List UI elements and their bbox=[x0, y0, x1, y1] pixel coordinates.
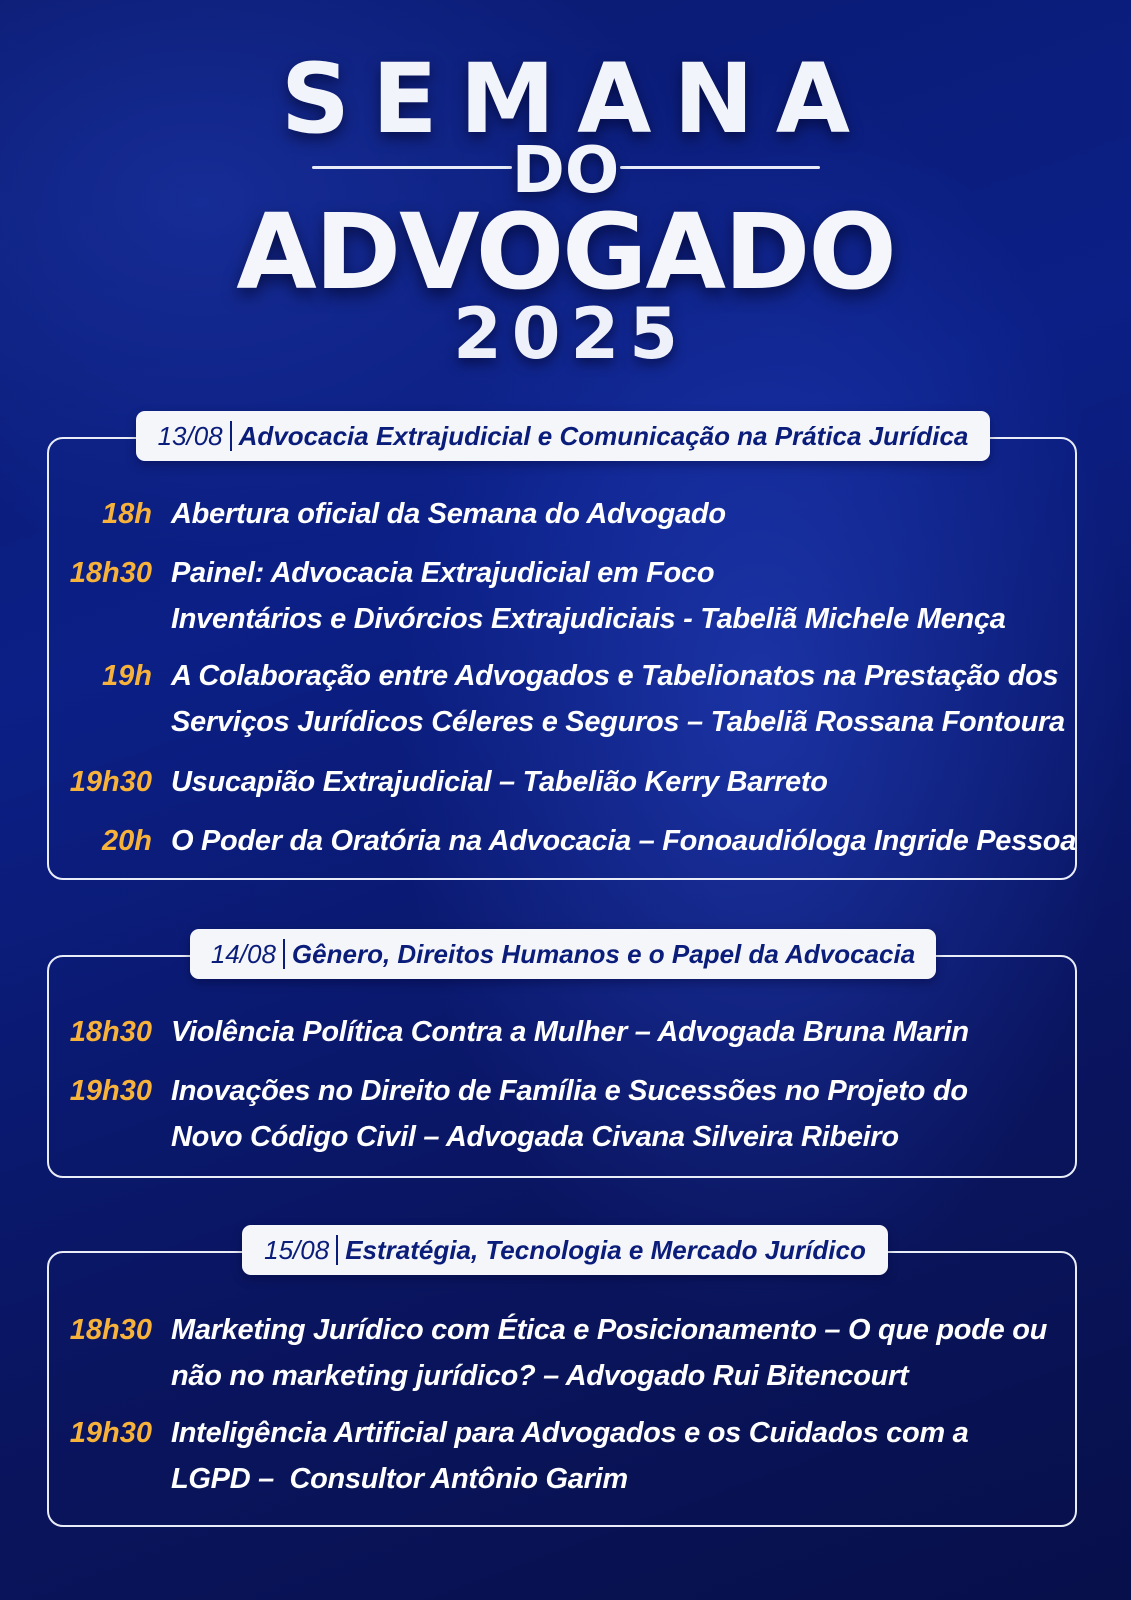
item-time: 19h30 bbox=[69, 1075, 152, 1107]
day-header-2 bbox=[190, 929, 936, 979]
day-header-3 bbox=[242, 1225, 888, 1275]
title-year: 2025 bbox=[453, 293, 688, 375]
item-title: O Poder da Oratória na Advocacia – Fonoaudióloga Ingride Pessoa bbox=[171, 825, 1077, 857]
title-semana: SEMANA bbox=[280, 43, 873, 155]
item-title: Marketing Jurídico com Ética e Posicionamento – O que pode ou bbox=[171, 1314, 1048, 1346]
day-section-1 bbox=[47, 437, 1077, 880]
day-date: 14/08 bbox=[210, 939, 276, 969]
item-time: 18h30 bbox=[69, 557, 152, 589]
item-time: 19h30 bbox=[69, 1417, 152, 1449]
day-section-2 bbox=[47, 955, 1077, 1178]
item-time: 19h30 bbox=[69, 766, 152, 798]
item-title: A Colaboração entre Advogados e Tabelionatos na Prestação dos bbox=[171, 660, 1059, 692]
item-title: Inovações no Direito de Família e Sucessões no Projeto do bbox=[171, 1075, 968, 1107]
item-title: Usucapião Extrajudicial – Tabelião Kerry Barreto bbox=[171, 766, 828, 798]
item-title-line2: não no marketing jurídico? – Advogado Rui Bitencourt bbox=[171, 1360, 909, 1392]
item-title: Violência Política Contra a Mulher – Advogada Bruna Marin bbox=[171, 1016, 969, 1048]
day-section-3 bbox=[47, 1251, 1077, 1527]
item-title-line2: Inventários e Divórcios Extrajudiciais - Tabeliã Michele Mença bbox=[171, 603, 1006, 635]
day-date: 15/08 bbox=[264, 1235, 330, 1265]
day-theme: Estratégia, Tecnologia e Mercado Jurídico bbox=[345, 1235, 866, 1265]
item-title: Inteligência Artificial para Advogados e os Cuidados com a bbox=[171, 1417, 969, 1449]
item-time: 20h bbox=[102, 825, 152, 857]
separator bbox=[283, 939, 285, 969]
title-do: DO bbox=[511, 134, 620, 208]
item-time: 18h30 bbox=[69, 1016, 152, 1048]
separator bbox=[336, 1235, 338, 1265]
day-header-1 bbox=[136, 411, 990, 461]
day-date: 13/08 bbox=[157, 421, 223, 451]
day-theme: Gênero, Direitos Humanos e o Papel da Advocacia bbox=[291, 939, 916, 969]
item-time: 18h30 bbox=[69, 1314, 152, 1346]
item-title-line2: Serviços Jurídicos Céleres e Seguros – Tabeliã Rossana Fontoura bbox=[171, 706, 1065, 738]
separator bbox=[230, 421, 232, 451]
event-title bbox=[0, 0, 1131, 380]
item-time: 18h bbox=[102, 498, 152, 530]
day-theme: Advocacia Extrajudicial e Comunicação na Prática Jurídica bbox=[238, 421, 969, 451]
item-title: Painel: Advocacia Extrajudicial em Foco bbox=[171, 557, 715, 589]
title-advogado: ADVOGADO bbox=[236, 191, 895, 313]
item-title-line2: LGPD – Consultor Antônio Garim bbox=[171, 1463, 628, 1495]
item-time: 19h bbox=[102, 660, 152, 692]
item-title: Abertura oficial da Semana do Advogado bbox=[171, 498, 726, 530]
item-title-line2: Novo Código Civil – Advogada Civana Silveira Ribeiro bbox=[171, 1121, 899, 1153]
